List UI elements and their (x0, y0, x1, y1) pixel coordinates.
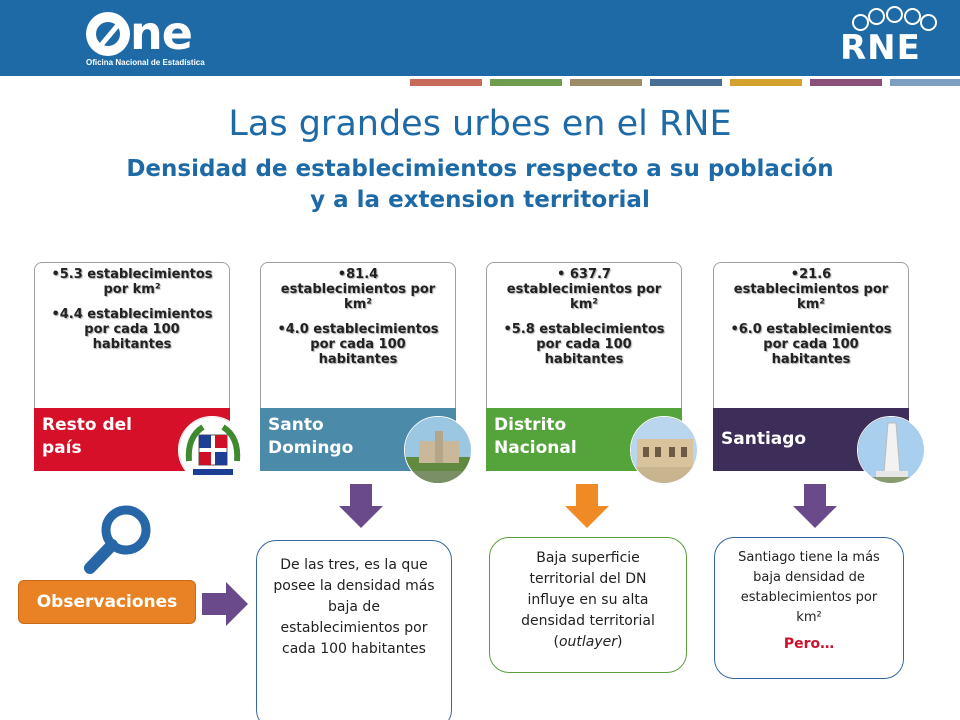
arrow-head (793, 506, 837, 528)
rne-category-icons (846, 8, 934, 30)
lighthouse-monument-photo (404, 416, 472, 484)
note-santiago (714, 537, 904, 679)
card-bullet-habitantes: •6.0 establecimientos por cada 100 habitantes (730, 322, 892, 367)
subtitle-line-2: y a la extension territorial (310, 187, 650, 213)
one-logo-subtitle: Oficina Nacional de Estadística (86, 58, 205, 67)
arrow-down-santo-domingo (339, 484, 383, 528)
arrow-head (339, 506, 383, 528)
stripe (490, 79, 562, 86)
arrow-right-observaciones (202, 582, 248, 626)
card-resto-del-pais (34, 262, 230, 470)
stripe (810, 79, 882, 86)
arrow-shaft (350, 484, 372, 506)
stripe (890, 79, 960, 86)
arrow-shaft (576, 484, 598, 506)
note-text: De las tres, es la que posee la densidad más baja de establecimientos por cada 100 habitantes (273, 557, 435, 657)
note-distrito-nacional (489, 537, 687, 673)
note-pero: Pero… (783, 636, 835, 652)
color-stripes (410, 79, 950, 86)
stripe (730, 79, 802, 86)
card-bullet-km2: •21.6 establecimientos por km² (733, 267, 889, 312)
card-bullet-km2: • 637.7 establecimientos por km² (506, 267, 662, 312)
stripe (650, 79, 722, 86)
rne-logo-text: RNE (840, 28, 921, 68)
stripe (410, 79, 482, 86)
card-bullet-habitantes: •4.0 establecimientos por cada 100 habitantes (277, 322, 439, 367)
note-text-end: ) (617, 634, 623, 650)
card-label: Santiago (721, 429, 807, 449)
arrow-shaft (804, 484, 826, 506)
arrow-down-distrito-nacional (565, 484, 609, 528)
arrow-down-santiago (793, 484, 837, 528)
card-bullet-habitantes: •4.4 establecimientos por cada 100 habitantes (51, 307, 213, 352)
card-santo-domingo (260, 262, 456, 470)
subtitle-line-1: Densidad de establecimientos respecto a su población (126, 156, 834, 182)
card-bullet-km2: •5.3 establecimientos por km² (51, 267, 213, 297)
card-label: Santo Domingo (268, 415, 354, 458)
arrow-shaft (202, 593, 226, 615)
magnifier-icon (80, 500, 160, 580)
rne-logo (836, 8, 936, 70)
santiago-monument-photo (857, 416, 925, 484)
card-distrito-nacional (486, 262, 682, 470)
card-bullet-habitantes: •5.8 establecimientos por cada 100 habitantes (503, 322, 665, 367)
header-bar (0, 0, 960, 76)
card-santiago (713, 262, 909, 470)
note-text: Santiago tiene la más baja densidad de establecimientos por km² (738, 550, 880, 625)
arrow-head (565, 506, 609, 528)
one-logo-text: ne (130, 6, 192, 60)
slide-title: Las grandes urbes en el RNE (228, 104, 732, 144)
one-logo (86, 6, 206, 68)
card-label: Distrito Nacional (494, 415, 577, 458)
food-icon (904, 8, 921, 25)
slide-subtitle (100, 154, 860, 216)
card-band (260, 408, 456, 471)
card-band (34, 408, 230, 471)
coat-of-arms-photo (178, 416, 246, 484)
note-text: Baja superficie territorial del DN influye en su alta densidad territorial ( (521, 550, 655, 650)
observaciones-label: Observaciones (18, 580, 196, 624)
stripe (570, 79, 642, 86)
alcazar-building-photo (630, 416, 698, 484)
note-italic-term: outlayer (558, 634, 618, 650)
card-band (486, 408, 682, 471)
arrow-head (226, 582, 248, 626)
cart-icon (868, 8, 885, 25)
tools-icon (920, 14, 937, 31)
note-santo-domingo (256, 540, 452, 720)
card-bullet-km2: •81.4 establecimientos por km² (280, 267, 436, 312)
card-band (713, 408, 909, 471)
person-icon (886, 6, 903, 23)
card-label: Resto del país (42, 415, 132, 458)
